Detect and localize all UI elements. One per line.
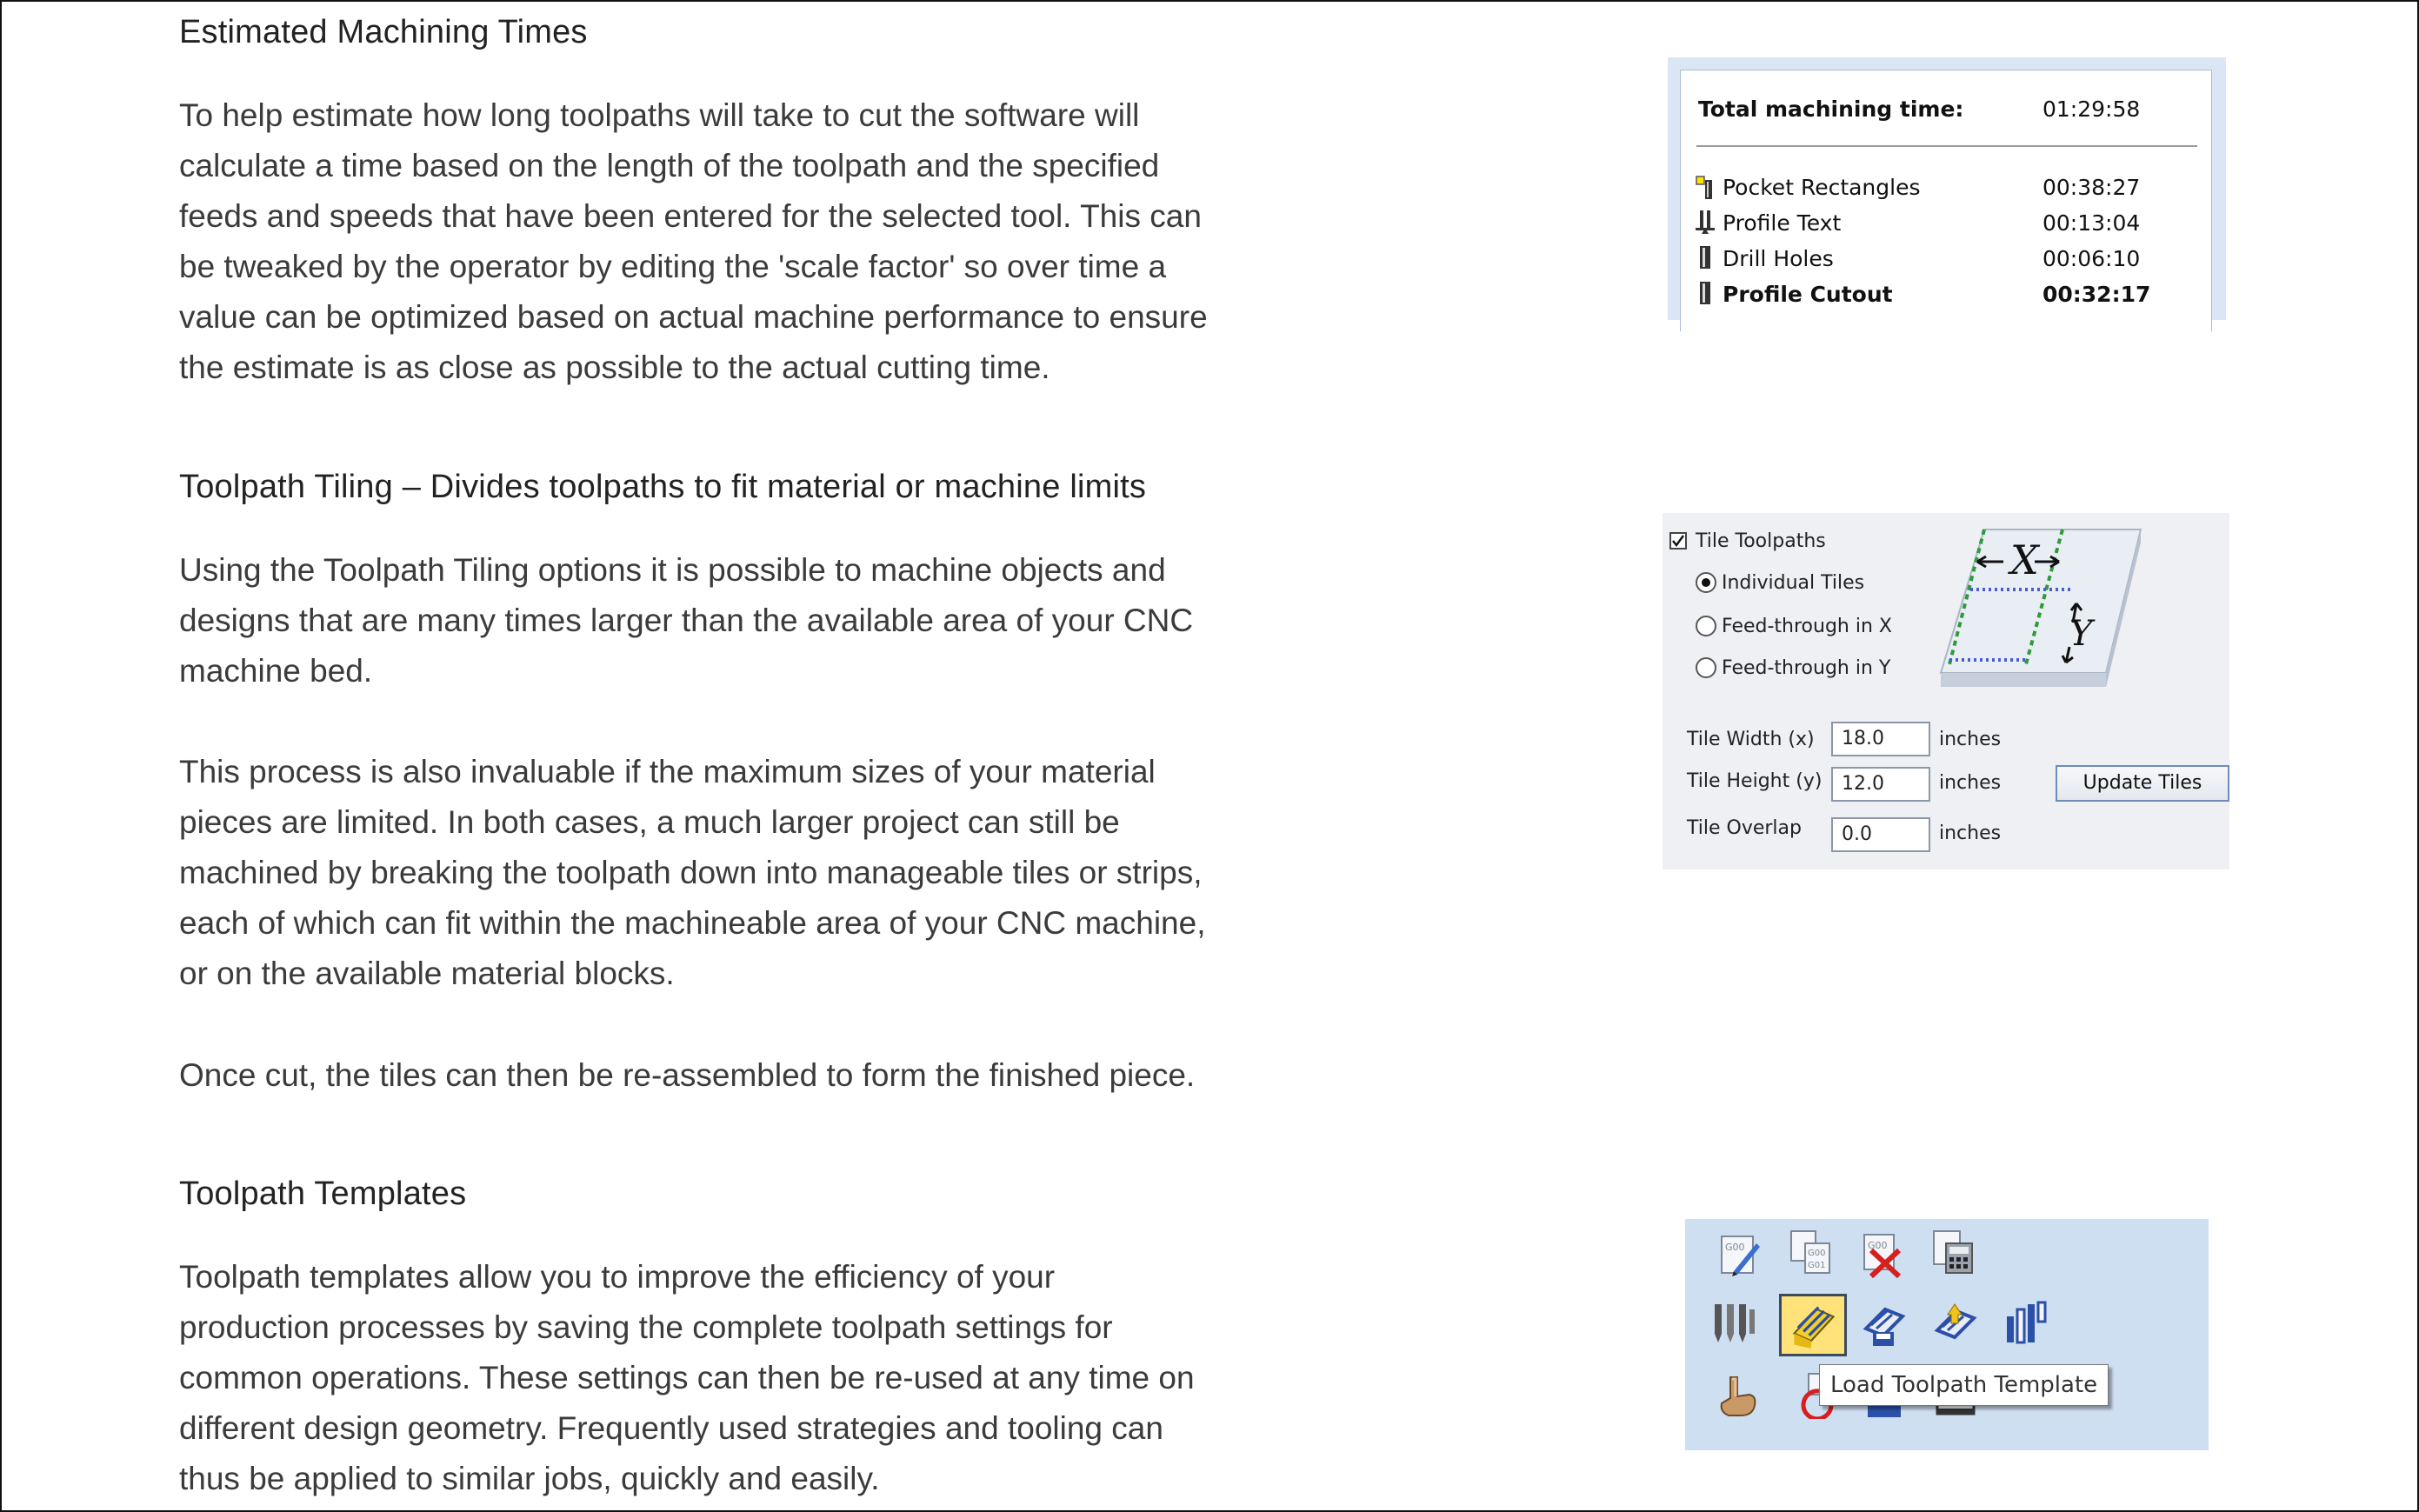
toolpath-time: 00:06:10	[2042, 246, 2141, 271]
text-line: calculate a time based on the length of the toolpath and the specified	[179, 148, 1160, 183]
machining-time-list	[1680, 70, 2212, 331]
save-template-icon[interactable]	[1861, 1302, 1908, 1349]
toolpath-bits-icon[interactable]	[1711, 1301, 1758, 1348]
text-line: production processes by saving the complete toolpath settings for	[179, 1309, 1113, 1345]
option-label: Feed-through in X	[1722, 616, 1892, 637]
delete-gcode-icon[interactable]	[1859, 1231, 1906, 1278]
checkmark-icon	[1671, 534, 1685, 548]
calculator-icon[interactable]	[1930, 1228, 1977, 1275]
svg-text:G00: G00	[1868, 1240, 1888, 1251]
total-time-label: Total machining time:	[1698, 97, 1964, 122]
paragraph-tiling-2	[179, 747, 1344, 999]
toolpath-time: 00:38:27	[2042, 175, 2141, 200]
paragraph-tiling-1	[179, 545, 1344, 696]
toolpath-toolbar-panel	[1685, 1219, 2209, 1450]
gcode-list-icon[interactable]	[1788, 1228, 1835, 1275]
text-line: the estimate is as close as possible to the actual cutting time.	[179, 350, 1050, 385]
total-time-value: 01:29:58	[2042, 97, 2141, 122]
unit-label: inches	[1939, 729, 2002, 750]
tile-toolpaths-label: Tile Toolpaths	[1696, 530, 1826, 552]
profile-toolpath-icon	[1695, 209, 1716, 235]
tile-width-label: Tile Width (x)	[1687, 729, 1815, 750]
radio-feed-through-y[interactable]	[1696, 657, 1716, 678]
section-heading-toolpath-tiling: Toolpath Tiling – Divides toolpaths to fit material or machine limits	[179, 469, 1147, 505]
tiling-diagram	[1923, 516, 2219, 690]
tile-overlap-input[interactable]: 0.0	[1831, 817, 1930, 852]
tool-slots-icon[interactable]	[2003, 1299, 2050, 1346]
text-line: different design geometry. Frequently used strategies and tooling can	[179, 1410, 1163, 1446]
toolpath-row[interactable]	[1681, 210, 2211, 243]
drill-toolpath-icon	[1695, 244, 1716, 270]
hand-icon[interactable]	[1715, 1372, 1762, 1419]
load-toolpath-template-tooltip: Load Toolpath Template	[1819, 1364, 2109, 1406]
divider	[1696, 145, 2197, 147]
update-tiles-button[interactable]: Update Tiles	[2056, 765, 2229, 802]
text-line: each of which can fit within the machineable area of your CNC machine,	[179, 905, 1206, 941]
paragraph-machining-times	[179, 90, 1344, 393]
toolpath-time: 00:32:17	[2042, 282, 2151, 307]
text-line: or on the available material blocks.	[179, 956, 675, 991]
text-line: Using the Toolpath Tiling options it is possible to machine objects and	[179, 552, 1166, 588]
load-template-button[interactable]	[1779, 1294, 1847, 1356]
text-line: Once cut, the tiles can then be re-assembled to form the finished piece.	[179, 1057, 1196, 1093]
tiling-options-panel	[1663, 513, 2229, 869]
radio-individual-tiles[interactable]	[1696, 572, 1716, 593]
toolpath-name: Profile Cutout	[1723, 282, 1893, 307]
paragraph-templates	[179, 1252, 1344, 1504]
toolpath-name: Drill Holes	[1723, 246, 1834, 271]
svg-text:G01: G01	[1808, 1261, 1826, 1270]
tile-toolpaths-checkbox[interactable]	[1669, 532, 1687, 550]
edit-gcode-icon[interactable]	[1716, 1231, 1763, 1278]
load-template-icon	[1789, 1300, 1839, 1350]
text-line: machined by breaking the toolpath down into manageable tiles or strips,	[179, 855, 1203, 890]
material-board	[1941, 530, 2141, 673]
unit-label: inches	[1939, 823, 2002, 844]
toolpath-row[interactable]	[1681, 246, 2211, 279]
text-line: value can be optimized based on actual machine performance to ensure	[179, 299, 1208, 335]
section-heading-machining-times: Estimated Machining Times	[179, 14, 588, 50]
svg-text:G00: G00	[1725, 1242, 1745, 1253]
text-line: feeds and speeds that have been entered for the selected tool. This can	[179, 198, 1202, 234]
text-line: machine bed.	[179, 653, 373, 689]
toolpath-name: Profile Text	[1723, 210, 1842, 236]
svg-text:G00: G00	[1808, 1249, 1826, 1258]
tile-height-input[interactable]: 12.0	[1831, 767, 1930, 802]
section-heading-toolpath-templates: Toolpath Templates	[179, 1176, 467, 1212]
text-line: This process is also invaluable if the maximum sizes of your material	[179, 754, 1156, 789]
option-label: Individual Tiles	[1722, 572, 1865, 594]
text-line: Toolpath templates allow you to improve the efficiency of your	[179, 1259, 1056, 1295]
paragraph-tiling-3	[179, 1050, 1344, 1101]
import-template-icon[interactable]	[1932, 1302, 1979, 1349]
option-label: Feed-through in Y	[1722, 657, 1891, 679]
tile-width-input[interactable]: 18.0	[1831, 722, 1930, 756]
machining-time-panel	[1668, 57, 2226, 320]
toolpath-time: 00:13:04	[2042, 210, 2141, 236]
tile-overlap-label: Tile Overlap	[1687, 817, 1802, 839]
text-line: To help estimate how long toolpaths will take to cut the software will	[179, 97, 1140, 133]
board-edge	[1941, 673, 2106, 687]
unit-label: inches	[1939, 772, 2002, 794]
text-line: pieces are limited. In both cases, a much larger project can still be	[179, 804, 1120, 840]
tile-height-label: Tile Height (y)	[1687, 770, 1823, 792]
x-dimension-label: X	[2010, 536, 2039, 583]
text-line: designs that are many times larger than the available area of your CNC	[179, 603, 1194, 638]
toolpath-name: Pocket Rectangles	[1723, 175, 1921, 200]
text-line: thus be applied to similar jobs, quickly and easily.	[179, 1461, 880, 1496]
radio-feed-through-x[interactable]	[1696, 616, 1716, 636]
text-line: be tweaked by the operator by editing the 'scale factor' so over time a	[179, 249, 1167, 284]
toolpath-row[interactable]	[1681, 175, 2211, 208]
text-line: common operations. These settings can then be re-used at any time on	[179, 1360, 1195, 1395]
toolpath-row[interactable]	[1681, 282, 2211, 315]
profile-toolpath-icon	[1695, 280, 1716, 306]
y-dimension-label: Y	[2069, 614, 2093, 654]
pocket-toolpath-icon	[1695, 175, 1716, 201]
